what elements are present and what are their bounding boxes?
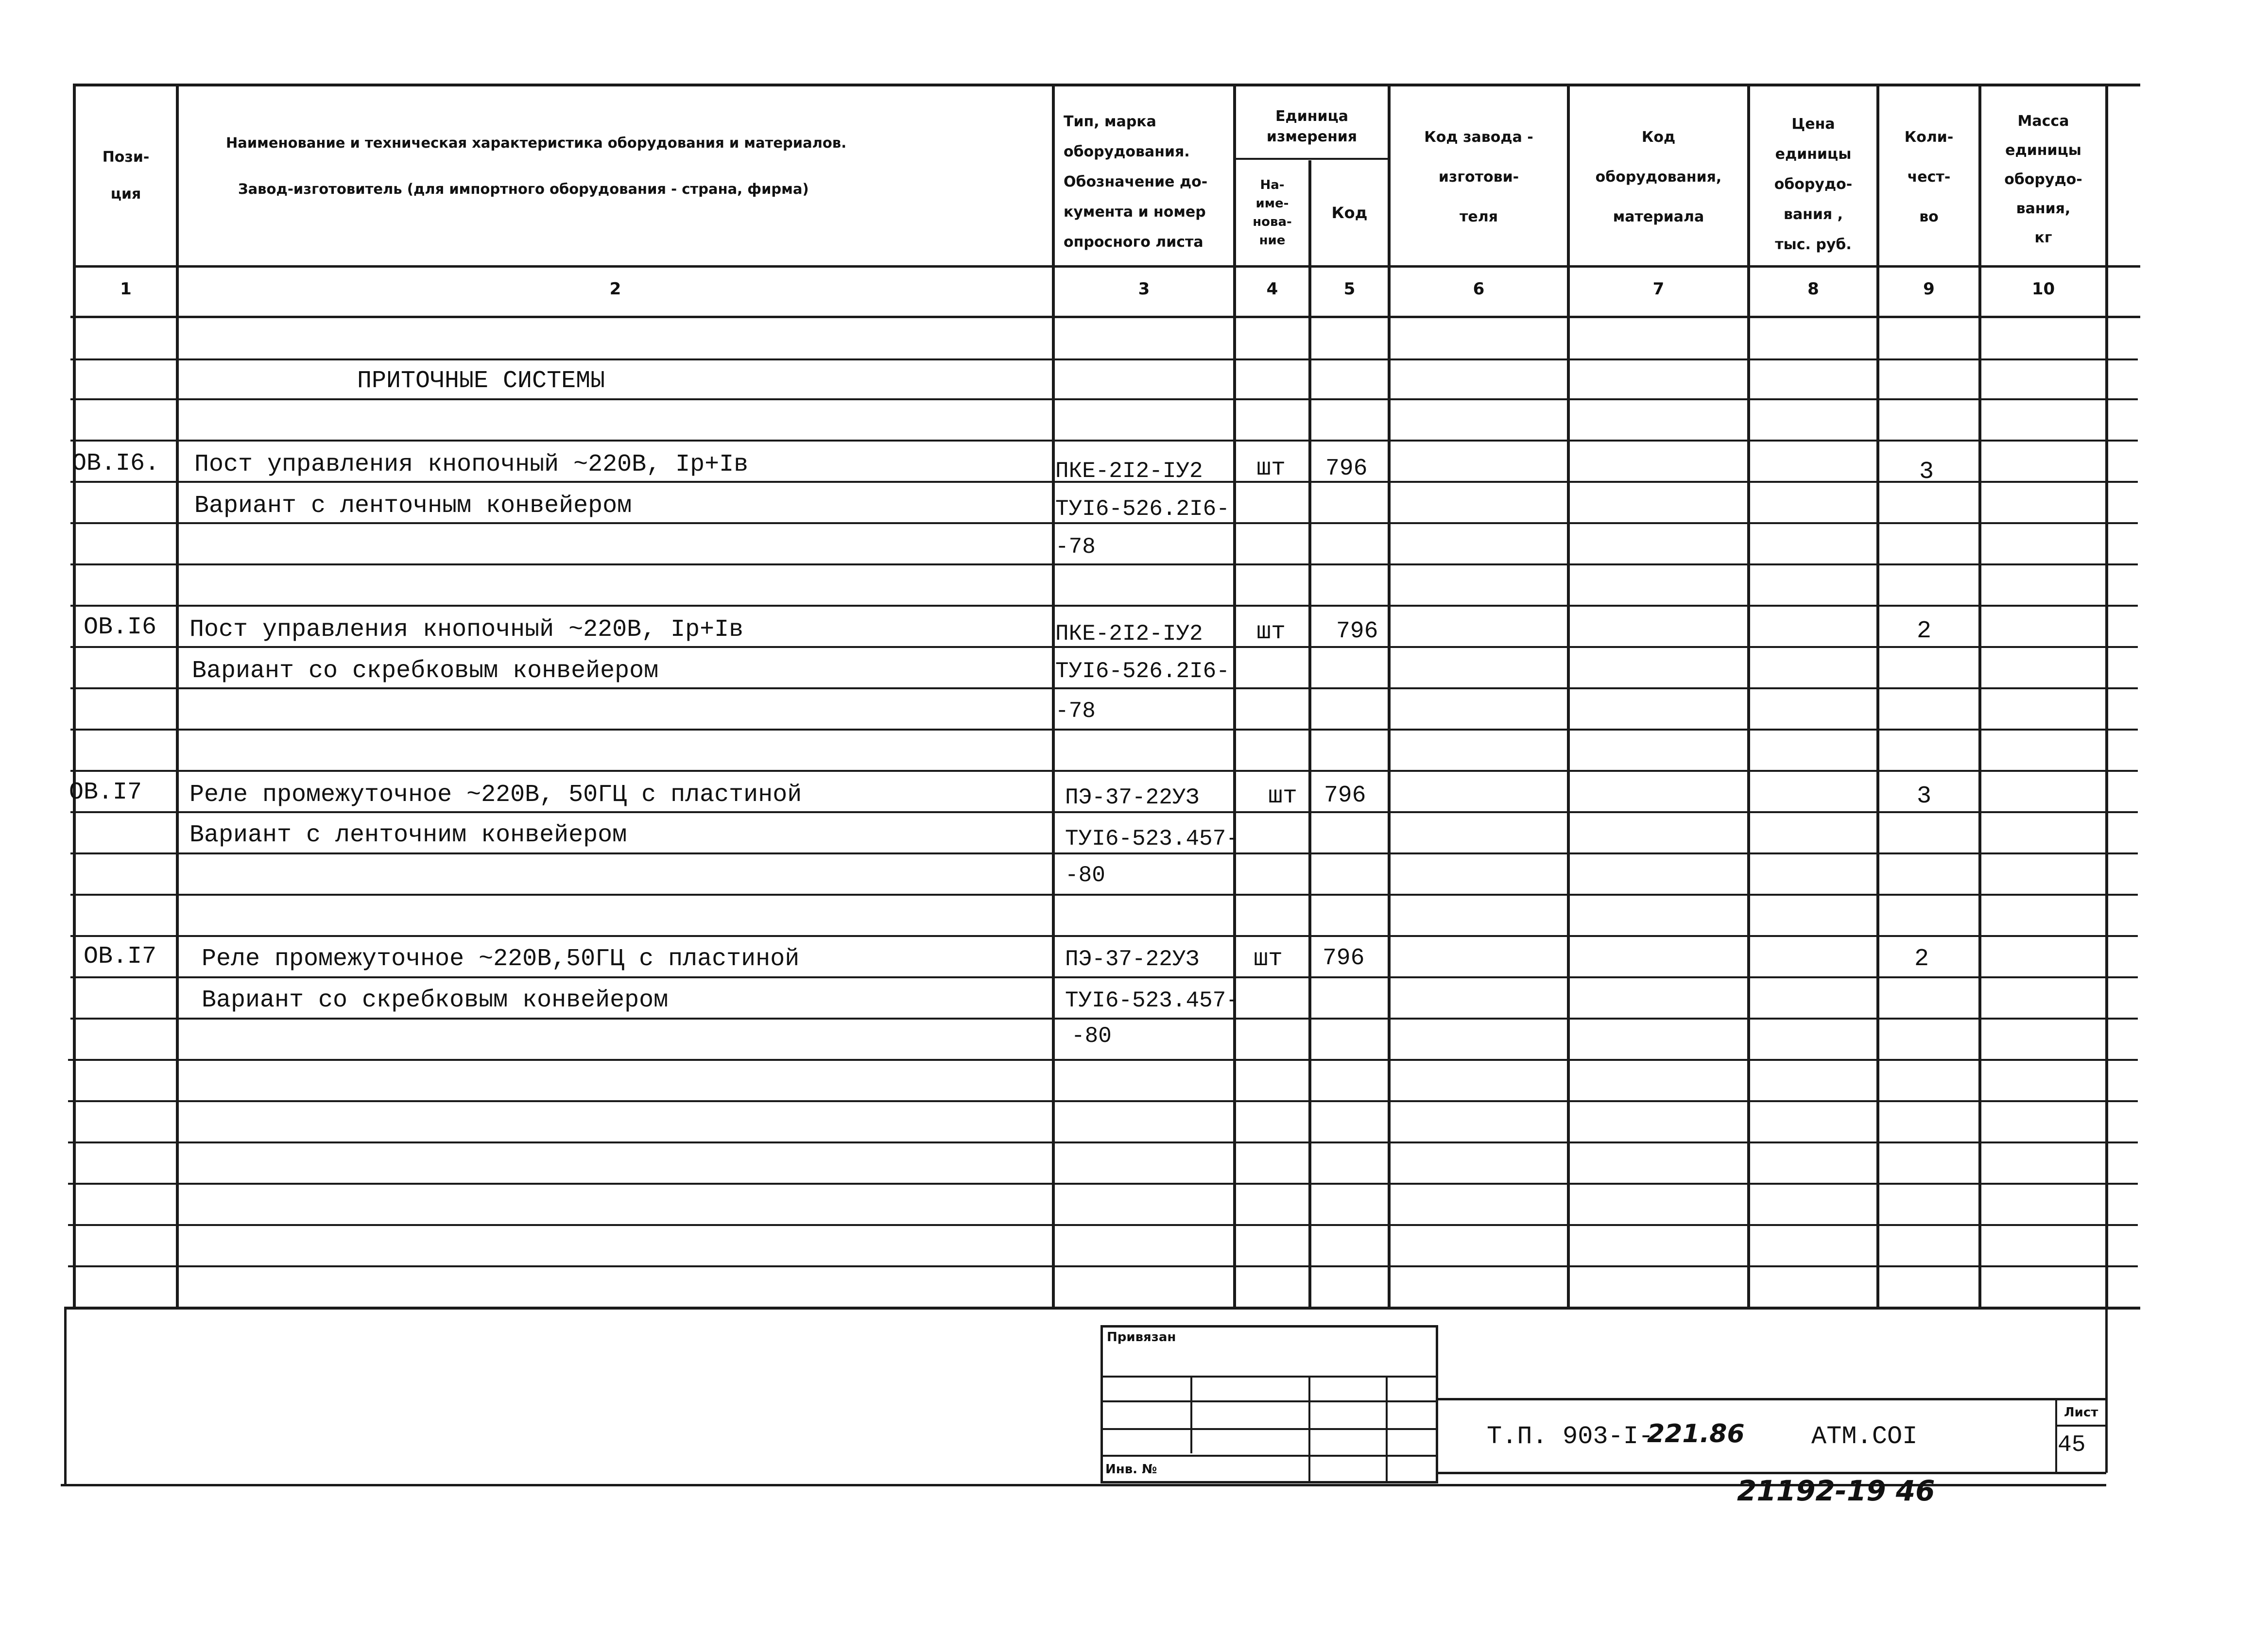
header-text: оборудо-: [1774, 176, 1853, 193]
header-text: Тип, марка: [1064, 113, 1156, 130]
frame-left: [64, 1307, 67, 1486]
header-text: Код: [1331, 204, 1368, 222]
col-line-4: [1308, 160, 1311, 1308]
row-line: [70, 398, 2138, 400]
entry-variant: Вариант с ленточним конвейером: [189, 821, 627, 849]
header-text: тыс. руб.: [1775, 236, 1852, 253]
entry-doc: ТУI6-526.2I6-: [1055, 659, 1230, 684]
entry-qty: 2: [1914, 945, 1929, 973]
header-text: име-: [1255, 196, 1289, 211]
stamp-line: [1386, 1376, 1388, 1483]
header-text: единицы: [2005, 142, 2081, 159]
header-mass: [1981, 104, 2105, 255]
entry-doc: ТУI6-523.457-: [1065, 826, 1239, 852]
entry-name: Реле промежуточное ~220В, 50ГЦ с пластиной: [189, 781, 802, 809]
entry-name: Пост управления кнопочный ~220В, Iр+Iв: [194, 451, 749, 478]
column-number: 10: [2031, 279, 2055, 299]
entry-position: ОВ.I7: [84, 943, 157, 971]
doc-code: АТМ.СОI: [1811, 1422, 1918, 1451]
column-number: 4: [1266, 279, 1278, 299]
header-text: кумента и номер: [1064, 204, 1206, 221]
entry-qty: 2: [1917, 617, 1932, 645]
header-text: Масса: [2017, 113, 2069, 130]
sheet-number: 45: [2058, 1432, 2086, 1458]
row-line: [70, 935, 2138, 937]
header-text: теля: [1460, 208, 1498, 225]
entry-unit: шт: [1268, 783, 1298, 810]
table-top-border: [73, 84, 2140, 86]
header-text: вания,: [2016, 200, 2071, 217]
header-name-line1: Наименование и техническая характеристика оборудования и материалов.: [226, 135, 847, 151]
column-number: 3: [1138, 279, 1150, 299]
header-type: [1055, 100, 1233, 265]
column-number: 2: [609, 279, 621, 299]
column-number: 1: [120, 279, 132, 299]
col-line-right: [2105, 84, 2108, 1308]
row-line: [68, 1100, 2138, 1102]
colnum-row-line: [70, 316, 2140, 318]
row-line: [70, 358, 2138, 360]
col-line-8: [1876, 84, 1879, 1308]
row-line: [70, 440, 2138, 442]
sheet-cell-mid: [2055, 1425, 2106, 1427]
entry-unit: шт: [1254, 945, 1283, 973]
entry-code: 796: [1325, 456, 1368, 482]
entry-unit: шт: [1256, 618, 1286, 646]
col-line-6: [1567, 84, 1570, 1308]
col-line-1: [176, 84, 179, 1308]
header-text: нова-: [1253, 215, 1292, 229]
entry-variant: Вариант со скребковым конвейером: [202, 987, 669, 1014]
col-line-3: [1233, 84, 1236, 1308]
col-line-2: [1052, 84, 1055, 1308]
header-unit-group: [1236, 95, 1388, 158]
entry-unit: шт: [1256, 455, 1286, 482]
entry-doc-cont: -80: [1071, 1023, 1112, 1049]
row-line: [68, 1059, 2138, 1061]
entry-type: ПЭ-37-22УЗ: [1065, 947, 1200, 972]
header-text: опросного листа: [1064, 234, 1203, 251]
row-line: [68, 1224, 2138, 1226]
header-unit-name: [1236, 160, 1308, 265]
entry-variant: Вариант со скребковым конвейером: [192, 657, 659, 685]
entry-variant: Вариант с ленточным конвейером: [194, 492, 632, 520]
header-text: ция: [110, 186, 141, 203]
stamp-line: [1190, 1376, 1192, 1453]
header-unit-code: [1311, 160, 1388, 265]
entry-name: Пост управления кнопочный ~220В, Iр+Iв: [189, 616, 744, 644]
header-text: ние: [1259, 233, 1286, 248]
column-number: 7: [1652, 279, 1665, 299]
archive-number: 21192-19 46: [1737, 1474, 1935, 1507]
header-text: Код: [1641, 129, 1676, 146]
column-number: 5: [1343, 279, 1356, 299]
doc-hand-number: 221.86: [1647, 1419, 1745, 1448]
row-line: [68, 1141, 2138, 1143]
entry-type: ПКЕ-2I2-IУ2: [1055, 459, 1203, 484]
header-text: Пози-: [102, 149, 150, 166]
row-line: [70, 976, 2138, 978]
entry-doc-cont: -80: [1065, 863, 1105, 888]
entry-doc: ТУI6-523.457-: [1065, 988, 1239, 1013]
row-line: [70, 770, 2138, 772]
header-price: [1750, 107, 1876, 262]
header-text: Цена: [1791, 116, 1835, 133]
doc-prefix: Т.П. 903-I-: [1487, 1422, 1654, 1451]
entry-code: 796: [1336, 618, 1378, 645]
header-text: Обозначение до-: [1064, 173, 1208, 190]
header-position: [76, 86, 176, 265]
header-text: во: [1919, 208, 1939, 225]
row-line: [70, 605, 2138, 607]
entry-qty: 3: [1917, 783, 1932, 810]
entry-position: ОВ.I6: [84, 613, 157, 641]
titleblock-top: [1438, 1398, 2106, 1400]
entry-doc-cont: -78: [1055, 698, 1096, 724]
header-text: Код завода -: [1424, 129, 1533, 146]
column-number: 8: [1807, 279, 1819, 299]
header-text: кг: [2034, 229, 2052, 246]
entry-code: 796: [1324, 783, 1366, 809]
sheet-cell-left: [2055, 1398, 2057, 1474]
header-text: На-: [1260, 178, 1285, 192]
column-number: 6: [1473, 279, 1485, 299]
sheet-label: Лист: [2064, 1405, 2098, 1420]
row-line: [70, 687, 2138, 689]
col-line-left: [73, 84, 76, 1308]
header-quantity: [1879, 104, 1978, 250]
col-line-7: [1747, 84, 1750, 1308]
row-line: [68, 1183, 2138, 1185]
col-line-5: [1388, 84, 1391, 1308]
header-maker-code: [1391, 104, 1567, 250]
row-line: [70, 894, 2138, 896]
entry-type: ПЭ-37-22УЗ: [1065, 785, 1200, 810]
header-text: изготови-: [1438, 169, 1519, 186]
entry-position: ОВ.I6.: [72, 450, 160, 477]
header-equipment-code: [1570, 104, 1747, 250]
stamp-line: [1308, 1376, 1310, 1483]
header-text: материала: [1613, 208, 1704, 225]
header-name-line2: Завод-изготовитель (для импортного оборудования - страна, фирма): [238, 181, 809, 197]
column-number: 9: [1923, 279, 1935, 299]
entry-doc: ТУI6-526.2I6-: [1055, 496, 1230, 522]
stamp-inv-label: Инв. №: [1105, 1462, 1157, 1477]
header-text: оборудования,: [1595, 169, 1722, 186]
header-text: оборудо-: [2004, 171, 2082, 188]
row-line: [70, 729, 2138, 731]
row-line: [70, 1018, 2138, 1020]
titleblock-right: [2105, 1308, 2108, 1473]
entry-position: ОВ.I7: [69, 779, 142, 806]
entry-qty: 3: [1919, 458, 1934, 486]
row-line: [70, 563, 2138, 565]
entry-type: ПКЕ-2I2-IУ2: [1055, 621, 1203, 647]
header-text: измерения: [1266, 128, 1358, 145]
stamp-bound-label: Привязан: [1107, 1330, 1176, 1345]
row-line: [68, 1265, 2138, 1267]
header-text: вания ,: [1783, 206, 1843, 223]
section-title: ПРИТОЧНЫЕ СИСТЕМЫ: [357, 367, 605, 395]
header-text: единицы: [1775, 146, 1852, 163]
entry-name: Реле промежуточное ~220В,50ГЦ с пластиной: [202, 945, 800, 973]
col-line-9: [1978, 84, 1981, 1308]
entry-doc-cont: -78: [1055, 534, 1096, 560]
table-bottom-line: [66, 1307, 2140, 1310]
header-text: чест-: [1907, 169, 1951, 186]
header-text: оборудования.: [1064, 143, 1190, 160]
header-text: Единица: [1275, 108, 1348, 125]
entry-code: 796: [1323, 945, 1365, 971]
header-text: Коли-: [1904, 129, 1954, 146]
header-bottom-line: [73, 265, 2140, 268]
